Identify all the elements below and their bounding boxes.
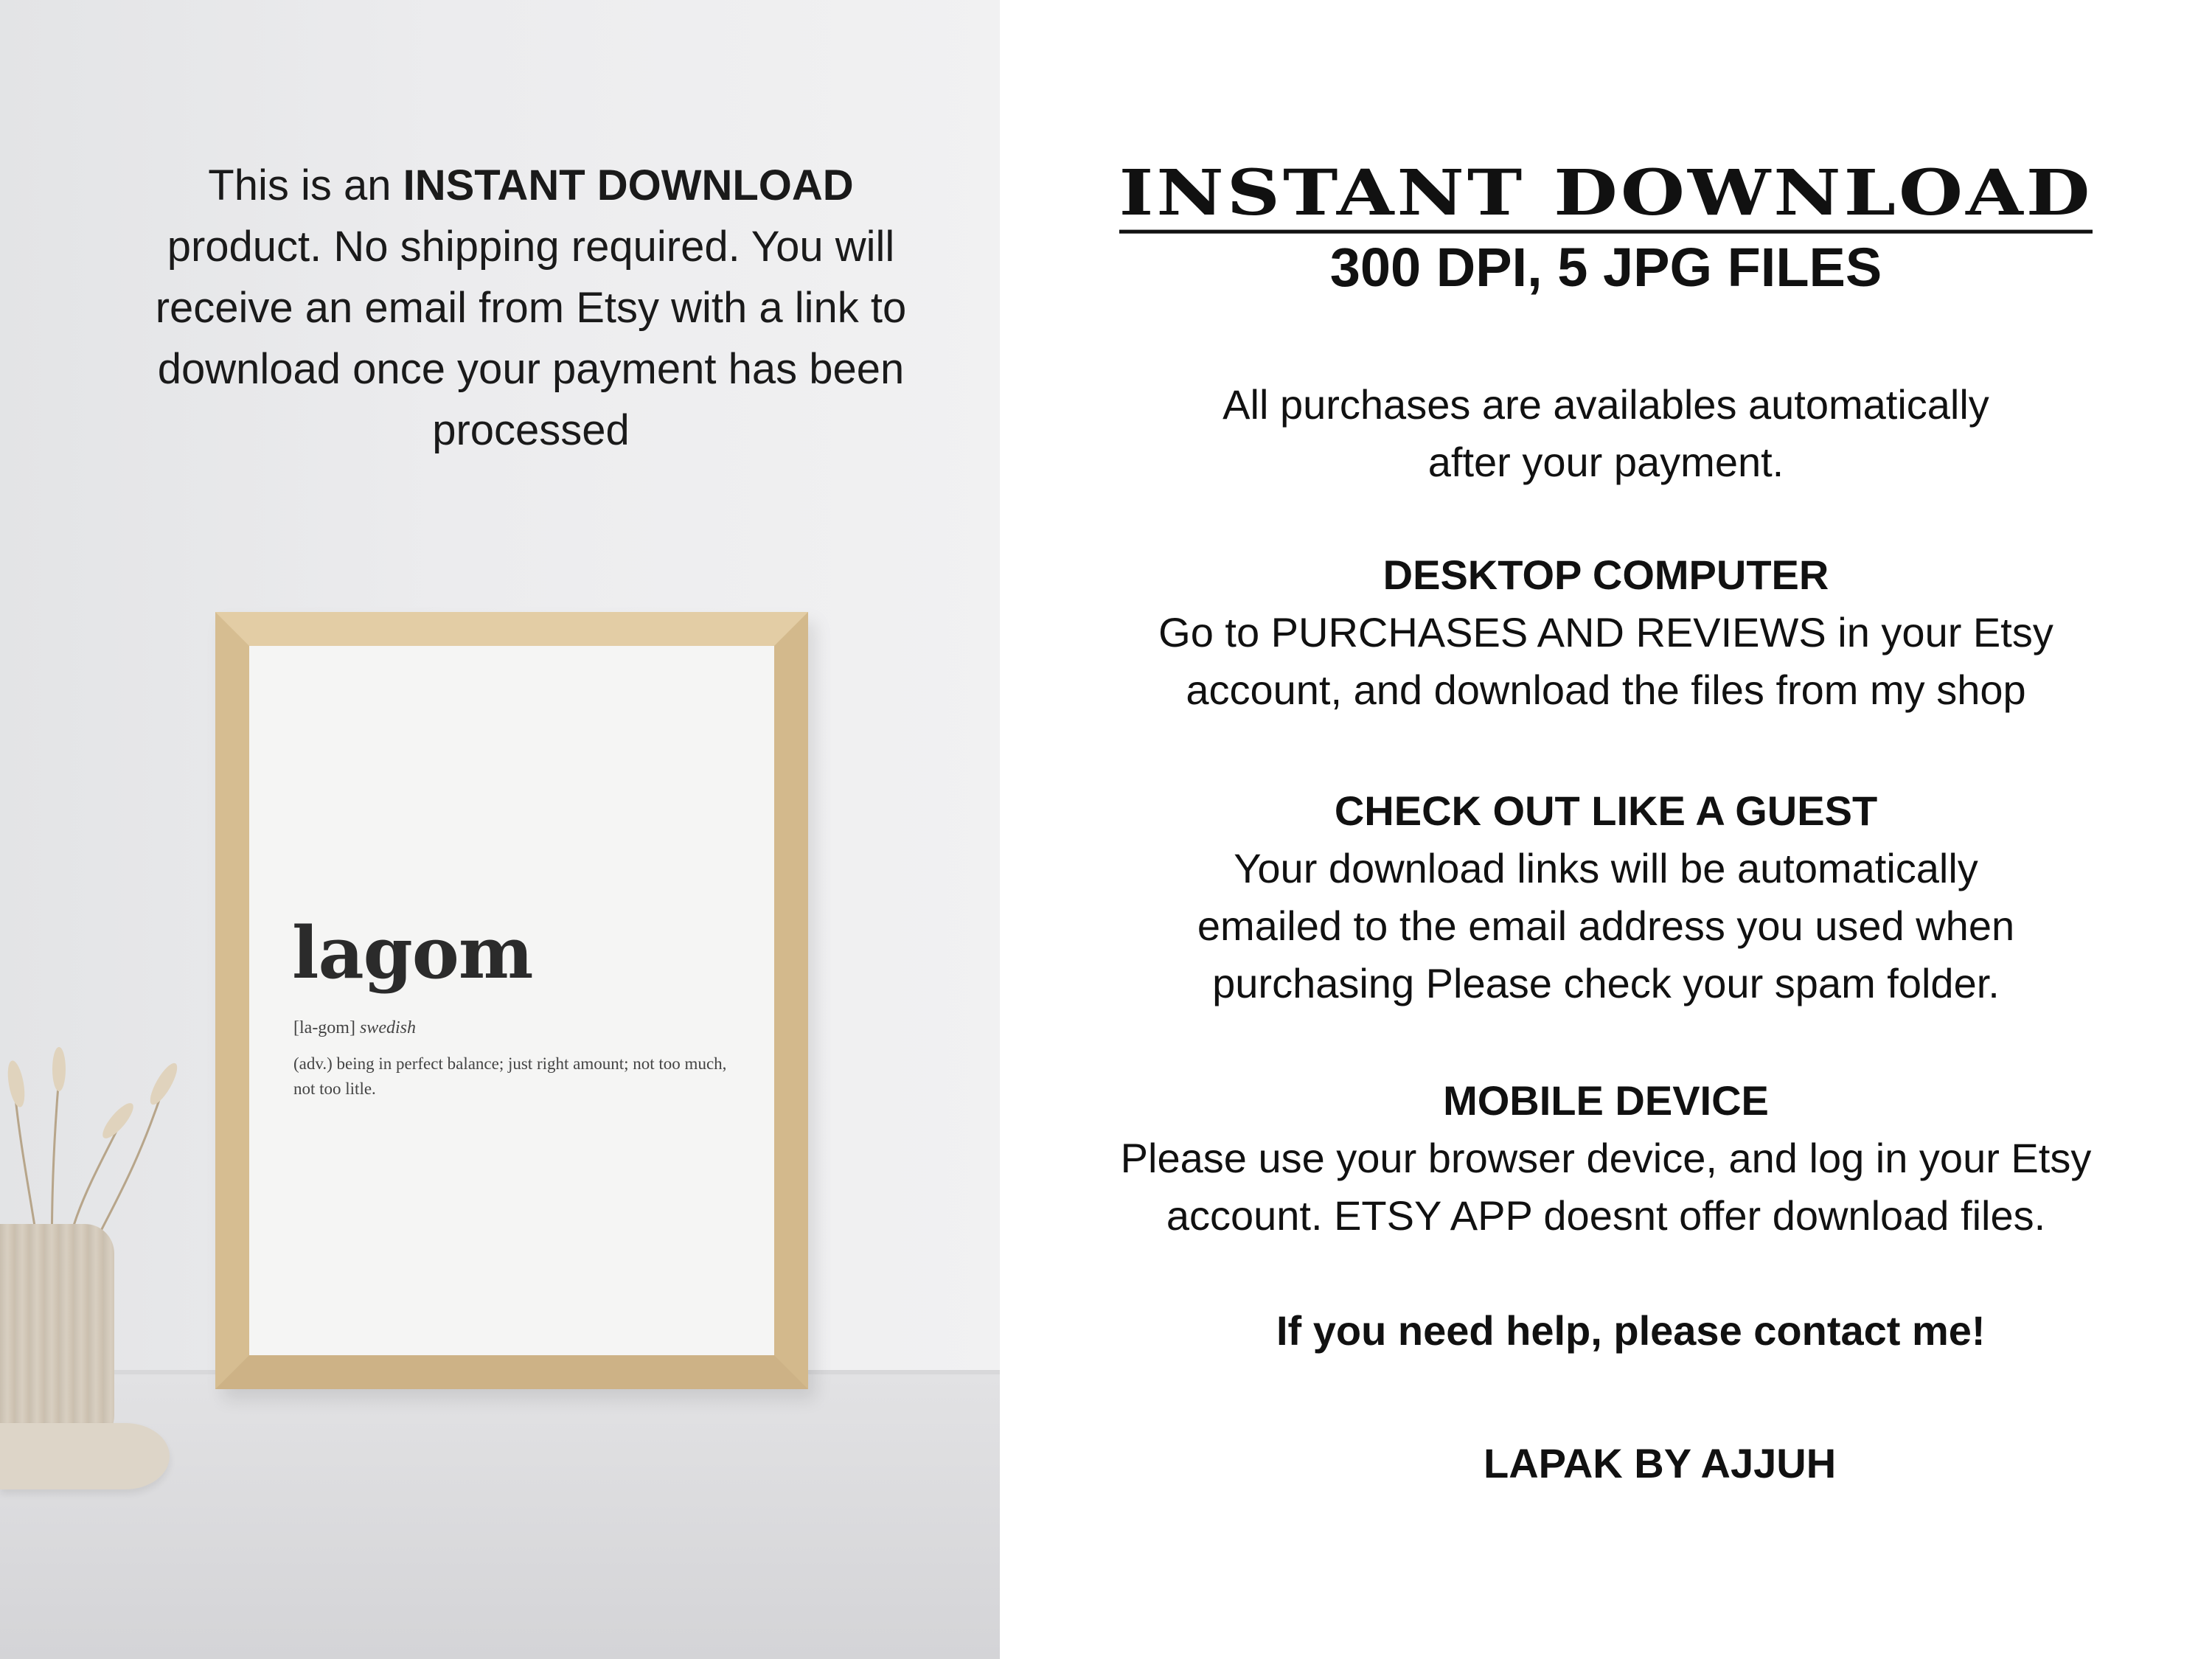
guest-line-3: purchasing Please check your spam folder.: [1212, 960, 2000, 1006]
main-title: INSTANT DOWNLOAD: [1119, 156, 2093, 233]
mobile-section: [1000, 1072, 2212, 1245]
language-text: swedish: [359, 1018, 416, 1037]
vase-saucer: [0, 1423, 170, 1489]
poster-print: [249, 646, 774, 1355]
help-contact-line: If you need help, please contact me!: [1276, 1307, 1986, 1354]
notice-suffix: product. No shipping required. You will receive an email from Etsy with a link to download once your payment has been processed: [155, 223, 907, 454]
shop-signature: LAPAK BY AJJUH: [1484, 1440, 1837, 1486]
guest-section: [1000, 782, 2212, 1012]
poster-pronunciation: [293, 1018, 416, 1038]
desktop-heading: DESKTOP COMPUTER: [1382, 552, 1829, 598]
desktop-line-1: Go to PURCHASES AND REVIEWS in your Etsy: [1158, 609, 2053, 655]
poster-word: lagom: [292, 911, 533, 995]
main-title-wrap: [1000, 149, 2212, 240]
mobile-line-1: Please use your browser device, and log in your Etsy: [1120, 1135, 2092, 1181]
availability-line-2: after your payment.: [1427, 439, 1784, 485]
mobile-heading: MOBILE DEVICE: [1443, 1077, 1769, 1124]
desktop-section: [1000, 546, 2212, 719]
mobile-line-2: account. ETSY APP doesnt offer download files.: [1166, 1192, 2046, 1239]
ribbed-vase: [0, 1224, 114, 1445]
guest-heading: CHECK OUT LIKE A GUEST: [1334, 787, 1878, 834]
tabletop: [0, 1371, 1000, 1659]
notice-prefix: This is an: [208, 161, 403, 209]
availability-note: [1000, 376, 2212, 491]
product-photo-panel: [0, 0, 1000, 1659]
pronunciation-text: [la-gom]: [293, 1018, 355, 1037]
notice-bold: INSTANT DOWNLOAD: [403, 161, 854, 209]
instructions-panel: [1000, 0, 2212, 1659]
file-spec-subtitle: 300 DPI, 5 JPG FILES: [1329, 237, 1882, 298]
desktop-line-2: account, and download the files from my shop: [1186, 667, 2026, 713]
picture-frame: [215, 612, 808, 1389]
guest-line-2: emailed to the email address you used when: [1197, 902, 2015, 949]
guest-line-1: Your download links will be automatically: [1234, 845, 1978, 891]
availability-line-1: All purchases are availables automatically: [1222, 381, 1989, 428]
poster-definition: (adv.) being in perfect balance; just right amount; not too much, not too litle.: [293, 1054, 727, 1098]
instant-download-notice: [125, 155, 936, 461]
